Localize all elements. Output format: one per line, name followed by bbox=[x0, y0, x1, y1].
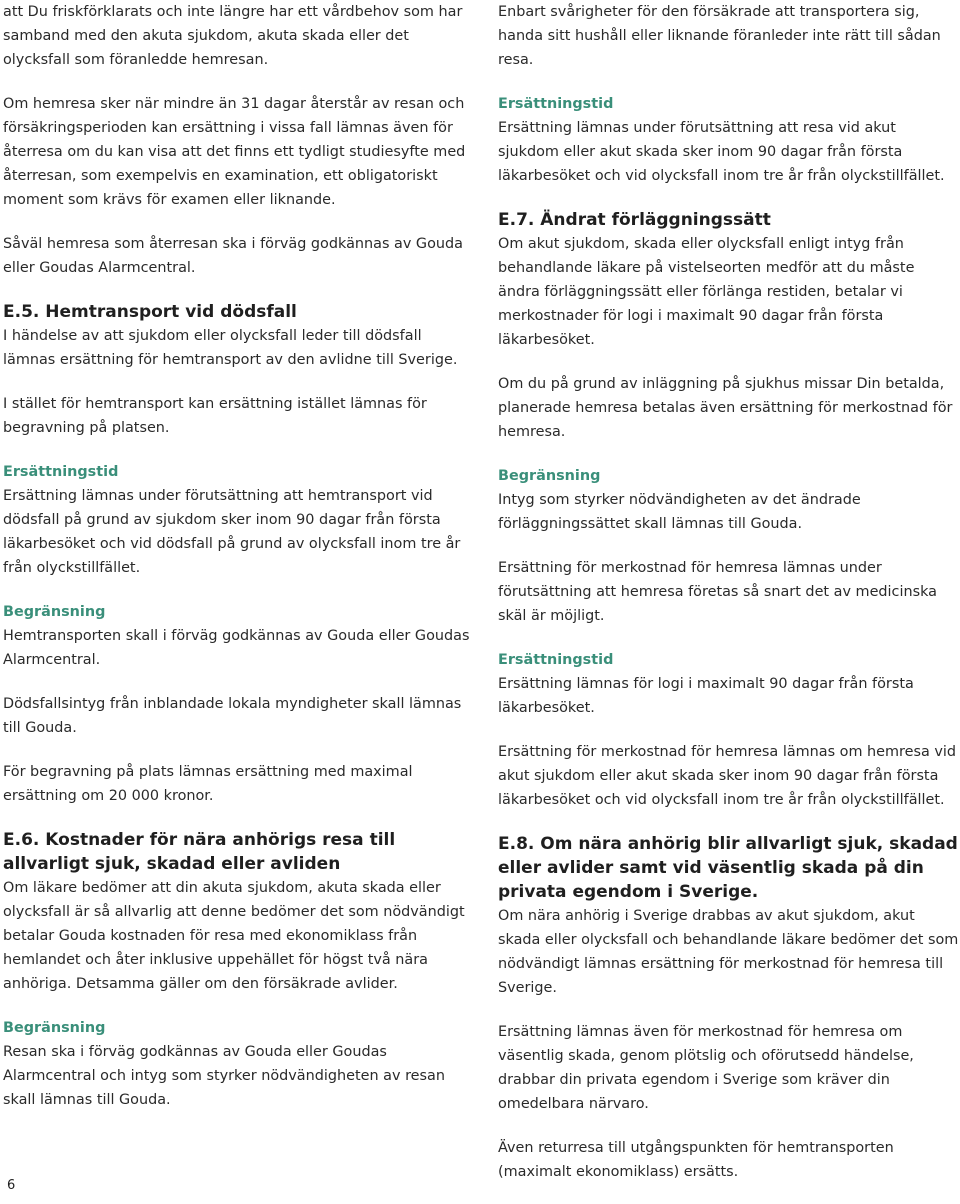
left-column bbox=[3, 0, 471, 1132]
paragraph: Om läkare bedömer att din akuta sjukdom, akuta skada eller olycksfall är så allvarlig att denne bedömer det som nödvändigt betalar Gouda kostnaden för resa med ekonomiklass från hemlandet och åter inklusive uppehället för högst två nära anhöriga. Detsamma gäller om den försäkrade avlider. bbox=[3, 880, 465, 992]
paragraph: Ersättning för merkostnad för hemresa lämnas under förutsättning att hemresa företas så snart det av medicinska skäl är möjligt. bbox=[498, 560, 937, 624]
paragraph: Dödsfallsintyg från inblandade lokala myndigheter skall lämnas till Gouda. bbox=[3, 696, 462, 736]
subheading: Begränsning bbox=[498, 468, 601, 484]
paragraph: Om nära anhörig i Sverige drabbas av akut sjukdom, akut skada eller olycksfall och behandlande läkare bedömer det som nödvändigt lämnas ersättning för merkostnad för hemresa till Sverige. bbox=[498, 908, 959, 996]
paragraph: Resan ska i förväg godkännas av Gouda eller Goudas Alarmcentral och intyg som styrker nödvändigheten av resan skall lämnas till Gouda. bbox=[3, 1044, 445, 1108]
subheading: Ersättningstid bbox=[498, 652, 614, 668]
paragraph: Ersättning lämnas för logi i maximalt 90 dagar från första läkarbesöket. bbox=[498, 676, 914, 716]
subheading: Ersättningstid bbox=[498, 96, 614, 112]
paragraph: I stället för hemtransport kan ersättning istället lämnas för begravning på platsen. bbox=[3, 396, 427, 436]
paragraph: Om du på grund av inläggning på sjukhus missar Din betalda, planerade hemresa betalas även ersättning för merkostnad för hemresa. bbox=[498, 376, 953, 440]
paragraph: Ersättning lämnas under förutsättning att resa vid akut sjukdom eller akut skada sker inom 90 dagar från första läkarbesöket och vid olycksfall inom tre år från olyckstillfället. bbox=[498, 120, 945, 184]
paragraph: Ersättning lämnas även för merkostnad för hemresa om väsentlig skada, genom plötslig och oförutsedd händelse, drabbar din privata egendom i Sverige som kräver din omedelbara närvaro. bbox=[498, 1024, 914, 1112]
section-heading-e6: E.6. Kostnader för nära anhörigs resa till allvarligt sjuk, skadad eller avliden bbox=[3, 830, 396, 874]
page-number: 6 bbox=[7, 1178, 16, 1193]
paragraph: Ersättning lämnas under förutsättning att hemtransport vid dödsfall på grund av sjukdom sker inom 90 dagar från första läkarbesöket och vid dödsfall på grund av olycksfall inom tre år från olyckstillfället. bbox=[3, 488, 461, 576]
subheading: Begränsning bbox=[3, 1020, 106, 1036]
paragraph: Hemtransporten skall i förväg godkännas av Gouda eller Goudas Alarmcentral. bbox=[3, 628, 470, 668]
paragraph: Även returresa till utgångspunkten för hemtransporten (maximalt ekonomiklass) ersätts. bbox=[498, 1140, 894, 1180]
subheading: Ersättningstid bbox=[3, 464, 119, 480]
paragraph: Enbart svårigheter för den försäkrade att transportera sig, handa sitt hushåll eller liknande föranleder inte rätt till sådan resa. bbox=[498, 4, 941, 68]
paragraph: att Du friskförklarats och inte längre har ett vårdbehov som har samband med den akuta sjukdom, akuta skada eller det olycksfall som föranledde hemresan. bbox=[3, 4, 463, 68]
paragraph: Ersättning för merkostnad för hemresa lämnas om hemresa vid akut sjukdom eller akut skada sker inom 90 dagar från första läkarbesöket och vid olycksfall inom tre år från olyckstillfället. bbox=[498, 744, 957, 808]
section-heading-e8: E.8. Om nära anhörig blir allvarligt sjuk, skadad eller avlider samt vid väsentlig skada på din privata egendom i Sverige. bbox=[498, 834, 958, 902]
paragraph: Om akut sjukdom, skada eller olycksfall enligt intyg från behandlande läkare på vistelseorten medför att du måste ändra förläggningssätt eller förlänga restiden, betalar vi merkostnader för logi i maximalt 90 dagar från första läkarbesöket. bbox=[498, 236, 915, 348]
paragraph: Intyg som styrker nödvändigheten av det ändrade förläggningssättet skall lämnas till Gouda. bbox=[498, 492, 861, 532]
paragraph: Såväl hemresa som återresan ska i förväg godkännas av Gouda eller Goudas Alarmcentral. bbox=[3, 236, 463, 276]
section-heading-e5: E.5. Hemtransport vid dödsfall bbox=[3, 302, 297, 322]
paragraph: Om hemresa sker när mindre än 31 dagar återstår av resan och försäkringsperioden kan ersättning i vissa fall lämnas även för återresa om du kan visa att det finns ett tydligt studiesyfte med återresan, som exempelvis en examination, ett obligatoriskt moment som krävs för examen eller liknande. bbox=[3, 96, 466, 208]
subheading: Begränsning bbox=[3, 604, 106, 620]
paragraph: För begravning på plats lämnas ersättning med maximal ersättning om 20 000 kronor. bbox=[3, 764, 413, 804]
paragraph: I händelse av att sjukdom eller olycksfall leder till dödsfall lämnas ersättning för hemtransport av den avlidne till Sverige. bbox=[3, 328, 458, 368]
section-heading-e7: E.7. Ändrat förläggningssätt bbox=[498, 210, 771, 230]
right-column bbox=[498, 0, 960, 1204]
